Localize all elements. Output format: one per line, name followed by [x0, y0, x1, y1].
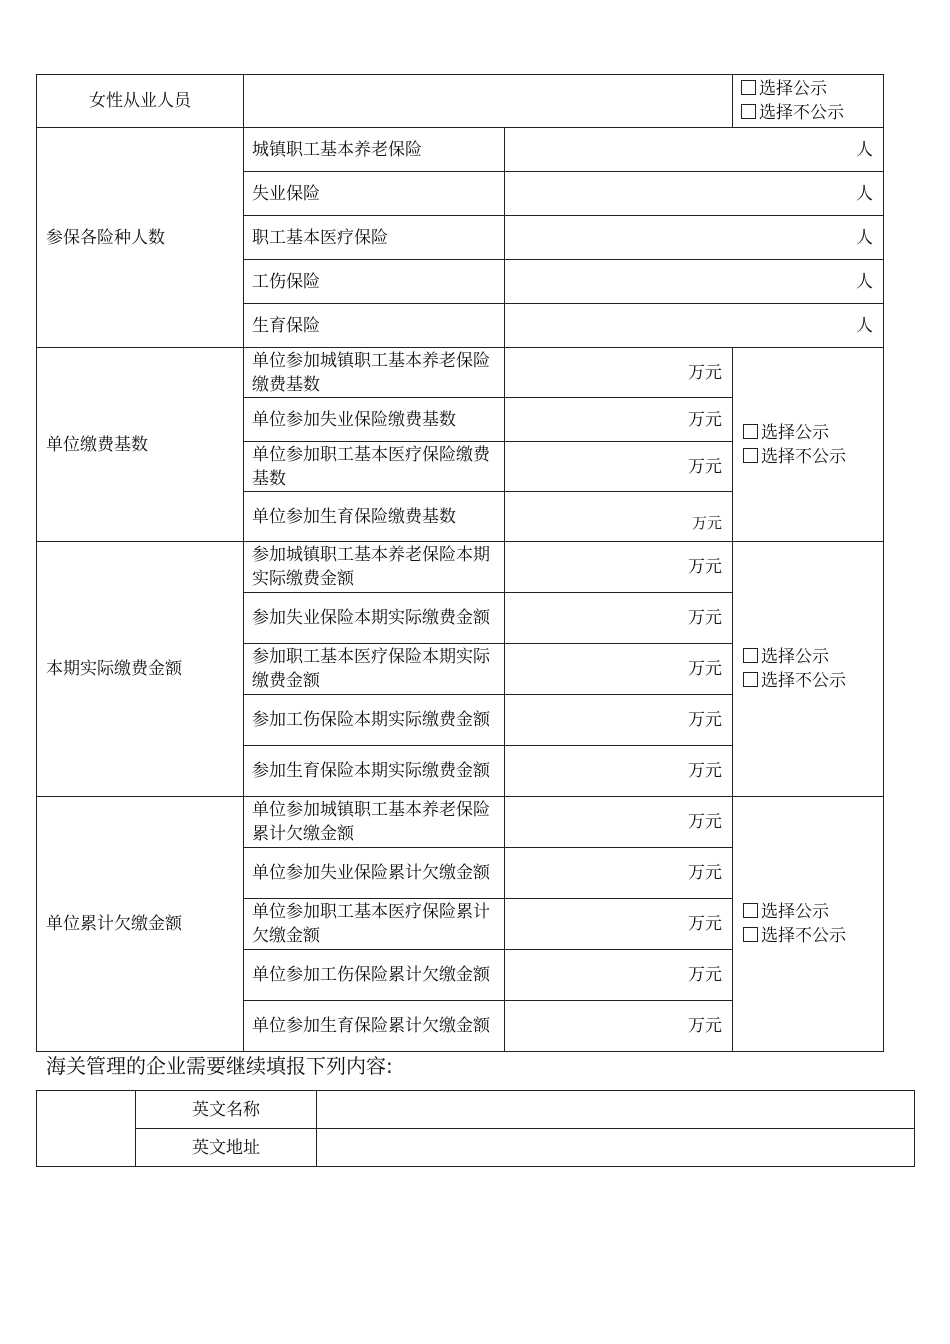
unit-label: 人	[856, 139, 873, 160]
option-hide[interactable]: 选择不公示	[743, 445, 883, 469]
base-item: 单位参加职工基本医疗保险缴费基数	[244, 442, 505, 492]
unit-label: 万元	[688, 557, 722, 577]
option-show[interactable]: 选择公示	[743, 900, 883, 924]
checkbox-icon[interactable]	[743, 648, 758, 663]
base-disclosure-options	[733, 348, 884, 542]
amount-input[interactable]	[505, 695, 733, 746]
amount-input[interactable]	[505, 442, 733, 492]
checkbox-icon[interactable]	[743, 927, 758, 942]
amount-input[interactable]	[505, 1001, 733, 1052]
unit-label: 万元	[688, 659, 722, 679]
checkbox-icon[interactable]	[743, 672, 758, 687]
amount-input[interactable]	[505, 542, 733, 593]
count-input[interactable]	[505, 304, 884, 348]
english-name-input[interactable]	[317, 1091, 915, 1129]
report-table	[36, 74, 884, 1052]
unit-label: 万元	[688, 608, 722, 628]
unit-label: 万元	[688, 409, 722, 430]
customs-table	[36, 1090, 915, 1167]
arrears-disclosure-options	[733, 797, 884, 1052]
unit-label: 人	[856, 315, 873, 336]
insurance-item: 职工基本医疗保险	[244, 216, 505, 260]
amount-input[interactable]	[505, 950, 733, 1001]
option-hide[interactable]: 选择不公示	[741, 101, 883, 125]
option-show[interactable]: 选择公示	[743, 421, 883, 445]
checkbox-icon[interactable]	[741, 80, 756, 95]
unit-label: 万元	[688, 1016, 722, 1036]
unit-label: 万元	[691, 514, 722, 532]
amount-input[interactable]	[505, 899, 733, 950]
option-show[interactable]: 选择公示	[741, 77, 883, 101]
checkbox-icon[interactable]	[743, 424, 758, 439]
female-employees-label: 女性从业人员	[37, 75, 244, 128]
insurance-count-label: 参保各险种人数	[37, 128, 244, 348]
amount-input[interactable]	[505, 593, 733, 644]
payment-disclosure-options	[733, 542, 884, 797]
checkbox-icon[interactable]	[741, 104, 756, 119]
unit-label: 万元	[688, 710, 722, 730]
unit-label: 万元	[688, 965, 722, 985]
unit-label: 万元	[688, 761, 722, 781]
amount-input[interactable]	[505, 398, 733, 442]
base-item: 单位参加城镇职工基本养老保险缴费基数	[244, 348, 505, 398]
female-disclosure-options	[733, 75, 884, 128]
arrears-item: 单位参加工伤保险累计欠缴金额	[244, 950, 505, 1001]
option-hide[interactable]: 选择不公示	[743, 924, 883, 948]
amount-input[interactable]	[505, 746, 733, 797]
unit-label: 万元	[688, 456, 722, 477]
insurance-item: 失业保险	[244, 172, 505, 216]
insurance-item: 工伤保险	[244, 260, 505, 304]
base-item: 单位参加生育保险缴费基数	[244, 492, 505, 542]
insurance-item: 生育保险	[244, 304, 505, 348]
contribution-base-label: 单位缴费基数	[37, 348, 244, 542]
payment-item: 参加工伤保险本期实际缴费金额	[244, 695, 505, 746]
option-hide[interactable]: 选择不公示	[743, 669, 883, 693]
count-input[interactable]	[505, 216, 884, 260]
payment-item: 参加失业保险本期实际缴费金额	[244, 593, 505, 644]
unit-label: 万元	[688, 914, 722, 934]
option-show[interactable]: 选择公示	[743, 645, 883, 669]
english-address-input[interactable]	[317, 1129, 915, 1167]
unit-label: 万元	[688, 812, 722, 832]
payment-item: 参加生育保险本期实际缴费金额	[244, 746, 505, 797]
english-address-label: 英文地址	[136, 1129, 317, 1167]
arrears-item: 单位参加城镇职工基本养老保险累计欠缴金额	[244, 797, 505, 848]
unit-label: 万元	[688, 362, 722, 383]
insurance-item: 城镇职工基本养老保险	[244, 128, 505, 172]
unit-label: 人	[856, 227, 873, 248]
arrears-item: 单位参加失业保险累计欠缴金额	[244, 848, 505, 899]
amount-input[interactable]	[505, 644, 733, 695]
amount-input[interactable]	[505, 848, 733, 899]
english-name-label: 英文名称	[136, 1091, 317, 1129]
base-item: 单位参加失业保险缴费基数	[244, 398, 505, 442]
unit-label: 人	[856, 271, 873, 292]
arrears-label: 单位累计欠缴金额	[37, 797, 244, 1052]
unit-label: 人	[856, 183, 873, 204]
payment-item: 参加城镇职工基本养老保险本期实际缴费金额	[244, 542, 505, 593]
amount-input[interactable]	[505, 492, 733, 542]
checkbox-icon[interactable]	[743, 448, 758, 463]
payment-item: 参加职工基本医疗保险本期实际缴费金额	[244, 644, 505, 695]
amount-input[interactable]	[505, 348, 733, 398]
checkbox-icon[interactable]	[743, 903, 758, 918]
actual-payment-label: 本期实际缴费金额	[37, 542, 244, 797]
count-input[interactable]	[505, 260, 884, 304]
female-employees-value[interactable]	[244, 75, 733, 128]
arrears-item: 单位参加生育保险累计欠缴金额	[244, 1001, 505, 1052]
amount-input[interactable]	[505, 797, 733, 848]
unit-label: 万元	[688, 863, 722, 883]
count-input[interactable]	[505, 128, 884, 172]
customs-blank-cell	[37, 1091, 136, 1167]
count-input[interactable]	[505, 172, 884, 216]
customs-note: 海关管理的企业需要继续填报下列内容:	[46, 1054, 393, 1078]
arrears-item: 单位参加职工基本医疗保险累计欠缴金额	[244, 899, 505, 950]
